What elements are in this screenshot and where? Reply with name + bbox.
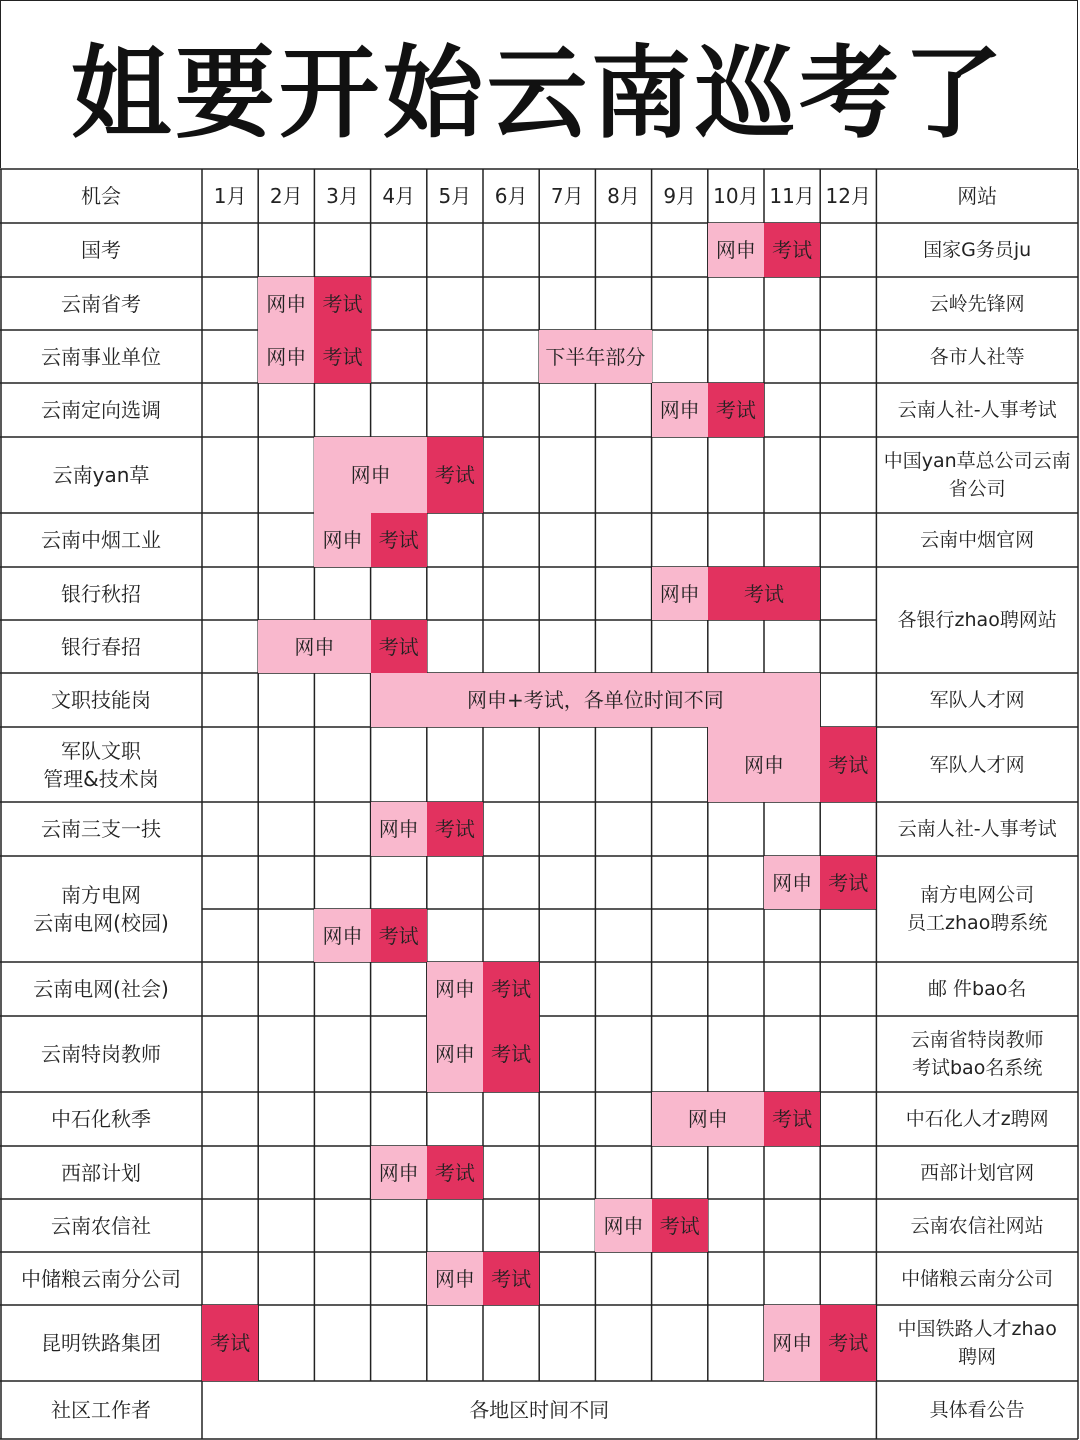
row-name: 昆明铁路集团: [41, 1331, 161, 1355]
apply-period: 网申: [427, 962, 483, 1016]
row-name: 西部计划: [61, 1160, 141, 1185]
row-website: 云南农信社网站: [910, 1214, 1044, 1237]
row-website: 军队人才网: [929, 689, 1025, 711]
apply-period: 网申: [314, 437, 426, 513]
apply-period: 网申: [764, 1305, 820, 1381]
exam-period: 考试: [708, 567, 820, 620]
header-month: 7月: [550, 184, 584, 208]
header-month: 5月: [438, 184, 472, 208]
apply-period: 网申: [314, 909, 370, 962]
exam-period: 考试: [764, 223, 820, 277]
apply-period: 网申: [258, 620, 370, 673]
exam-period: 考试: [764, 1092, 820, 1146]
apply-period: 网申: [708, 223, 764, 277]
row-website: 中国铁路人才zhao 聘网: [897, 1318, 1057, 1368]
apply-period: 网申: [764, 856, 820, 909]
row-name: 国考: [81, 238, 121, 262]
page-title: 姐要开始云南巡考了: [0, 0, 1078, 168]
row-name: 云南事业单位: [41, 344, 161, 369]
header-month: 10月: [713, 184, 759, 208]
apply-period: 网申: [427, 1016, 483, 1092]
header-month: 3月: [326, 184, 359, 208]
row-name: 中石化秋季: [51, 1107, 151, 1131]
exam-period: 考试: [202, 1305, 258, 1381]
apply-period: 网申: [652, 1092, 764, 1146]
apply-period: 网申: [652, 567, 708, 620]
apply-period: 网申: [371, 802, 427, 856]
header-month: 4月: [382, 184, 416, 208]
exam-period: 考试: [371, 620, 427, 673]
apply-period: 下半年部分: [539, 330, 651, 383]
row-website: 具体看公告: [929, 1399, 1025, 1421]
row-name: 银行春招: [61, 634, 141, 659]
apply-period: 网申: [652, 383, 708, 437]
exam-period: 考试: [820, 1305, 876, 1381]
exam-period: 考试: [820, 727, 876, 802]
exam-period: 考试: [427, 437, 483, 513]
row-name: 社区工作者: [51, 1398, 151, 1422]
exam-period: 考试: [371, 513, 427, 567]
row-website: 云南人社-人事考试: [897, 399, 1057, 421]
row-website: 云岭先锋网: [929, 292, 1025, 315]
header-month: 9月: [663, 184, 697, 208]
exam-period: 考试: [427, 1146, 483, 1199]
row-name: 云南农信社: [51, 1213, 151, 1238]
header-website: 网站: [957, 184, 998, 208]
apply-period: 网申: [708, 727, 820, 802]
row-website: 云南人社-人事考试: [897, 818, 1057, 840]
row-website: 云南中烟官网: [920, 529, 1035, 551]
schedule-table: [0, 168, 1080, 1440]
row-website: 西部计划官网: [920, 1161, 1035, 1184]
exam-period: 考试: [652, 1199, 708, 1252]
row-website: 中储粮云南分公司: [901, 1267, 1054, 1290]
apply-period: 网申: [595, 1199, 651, 1252]
header-month: 11月: [769, 184, 815, 208]
row-name: 云南定向选调: [41, 398, 161, 422]
row-name: 云南yan草: [52, 463, 150, 487]
row-name: 文职技能岗: [51, 688, 151, 712]
row-website: 邮 件bao名: [928, 978, 1027, 1000]
header-month: 1月: [213, 184, 247, 208]
row-name: 中储粮云南分公司: [21, 1266, 181, 1291]
row-website: 中石化人才z聘网: [905, 1108, 1049, 1130]
header-opportunity: 机会: [81, 184, 121, 208]
row-website: 各银行zhao聘网站: [897, 609, 1057, 631]
exam-period: 考试: [371, 909, 427, 962]
header-month: 2月: [269, 184, 303, 208]
exam-period: 考试: [483, 1016, 539, 1092]
row-website: 南方电网公司 员工zhao聘系统: [907, 884, 1048, 934]
row-website: 军队人才网: [929, 753, 1025, 776]
apply-period: 网申: [258, 330, 314, 383]
row-name: 银行秋招: [61, 581, 141, 606]
period-note: 各地区时间不同: [469, 1398, 610, 1422]
header-month: 8月: [607, 184, 640, 208]
header-month: 12月: [825, 184, 871, 208]
row-website: 云南省特岗教师 考试bao名系统: [910, 1029, 1044, 1079]
apply-period: 网申+考试，各单位时间不同: [371, 673, 821, 727]
row-name: 军队文职 管理&技术岗: [43, 738, 159, 791]
exam-period: 考试: [314, 330, 370, 383]
exam-period: 考试: [314, 277, 370, 330]
header-month: 6月: [494, 184, 528, 208]
row-name: 云南特岗教师: [41, 1042, 161, 1066]
row-website: 各市人社等: [929, 345, 1025, 368]
row-name: 云南省考: [61, 291, 141, 316]
row-name: 云南三支一扶: [41, 817, 161, 841]
exam-period: 考试: [483, 962, 539, 1016]
apply-period: 网申: [371, 1146, 427, 1199]
exam-period: 考试: [820, 856, 876, 909]
apply-period: 网申: [258, 277, 314, 330]
exam-period: 考试: [483, 1252, 539, 1305]
apply-period: 网申: [314, 513, 370, 567]
row-name: 云南中烟工业: [41, 528, 161, 552]
apply-period: 网申: [427, 1252, 483, 1305]
row-website: 中国yan草总公司云南省公司: [883, 450, 1071, 500]
exam-period: 考试: [708, 383, 764, 437]
row-website: 国家G务员ju: [923, 239, 1032, 261]
row-name: 云南电网(社会): [33, 977, 169, 1001]
exam-period: 考试: [427, 802, 483, 856]
row-name: 南方电网 云南电网(校园): [33, 883, 169, 935]
